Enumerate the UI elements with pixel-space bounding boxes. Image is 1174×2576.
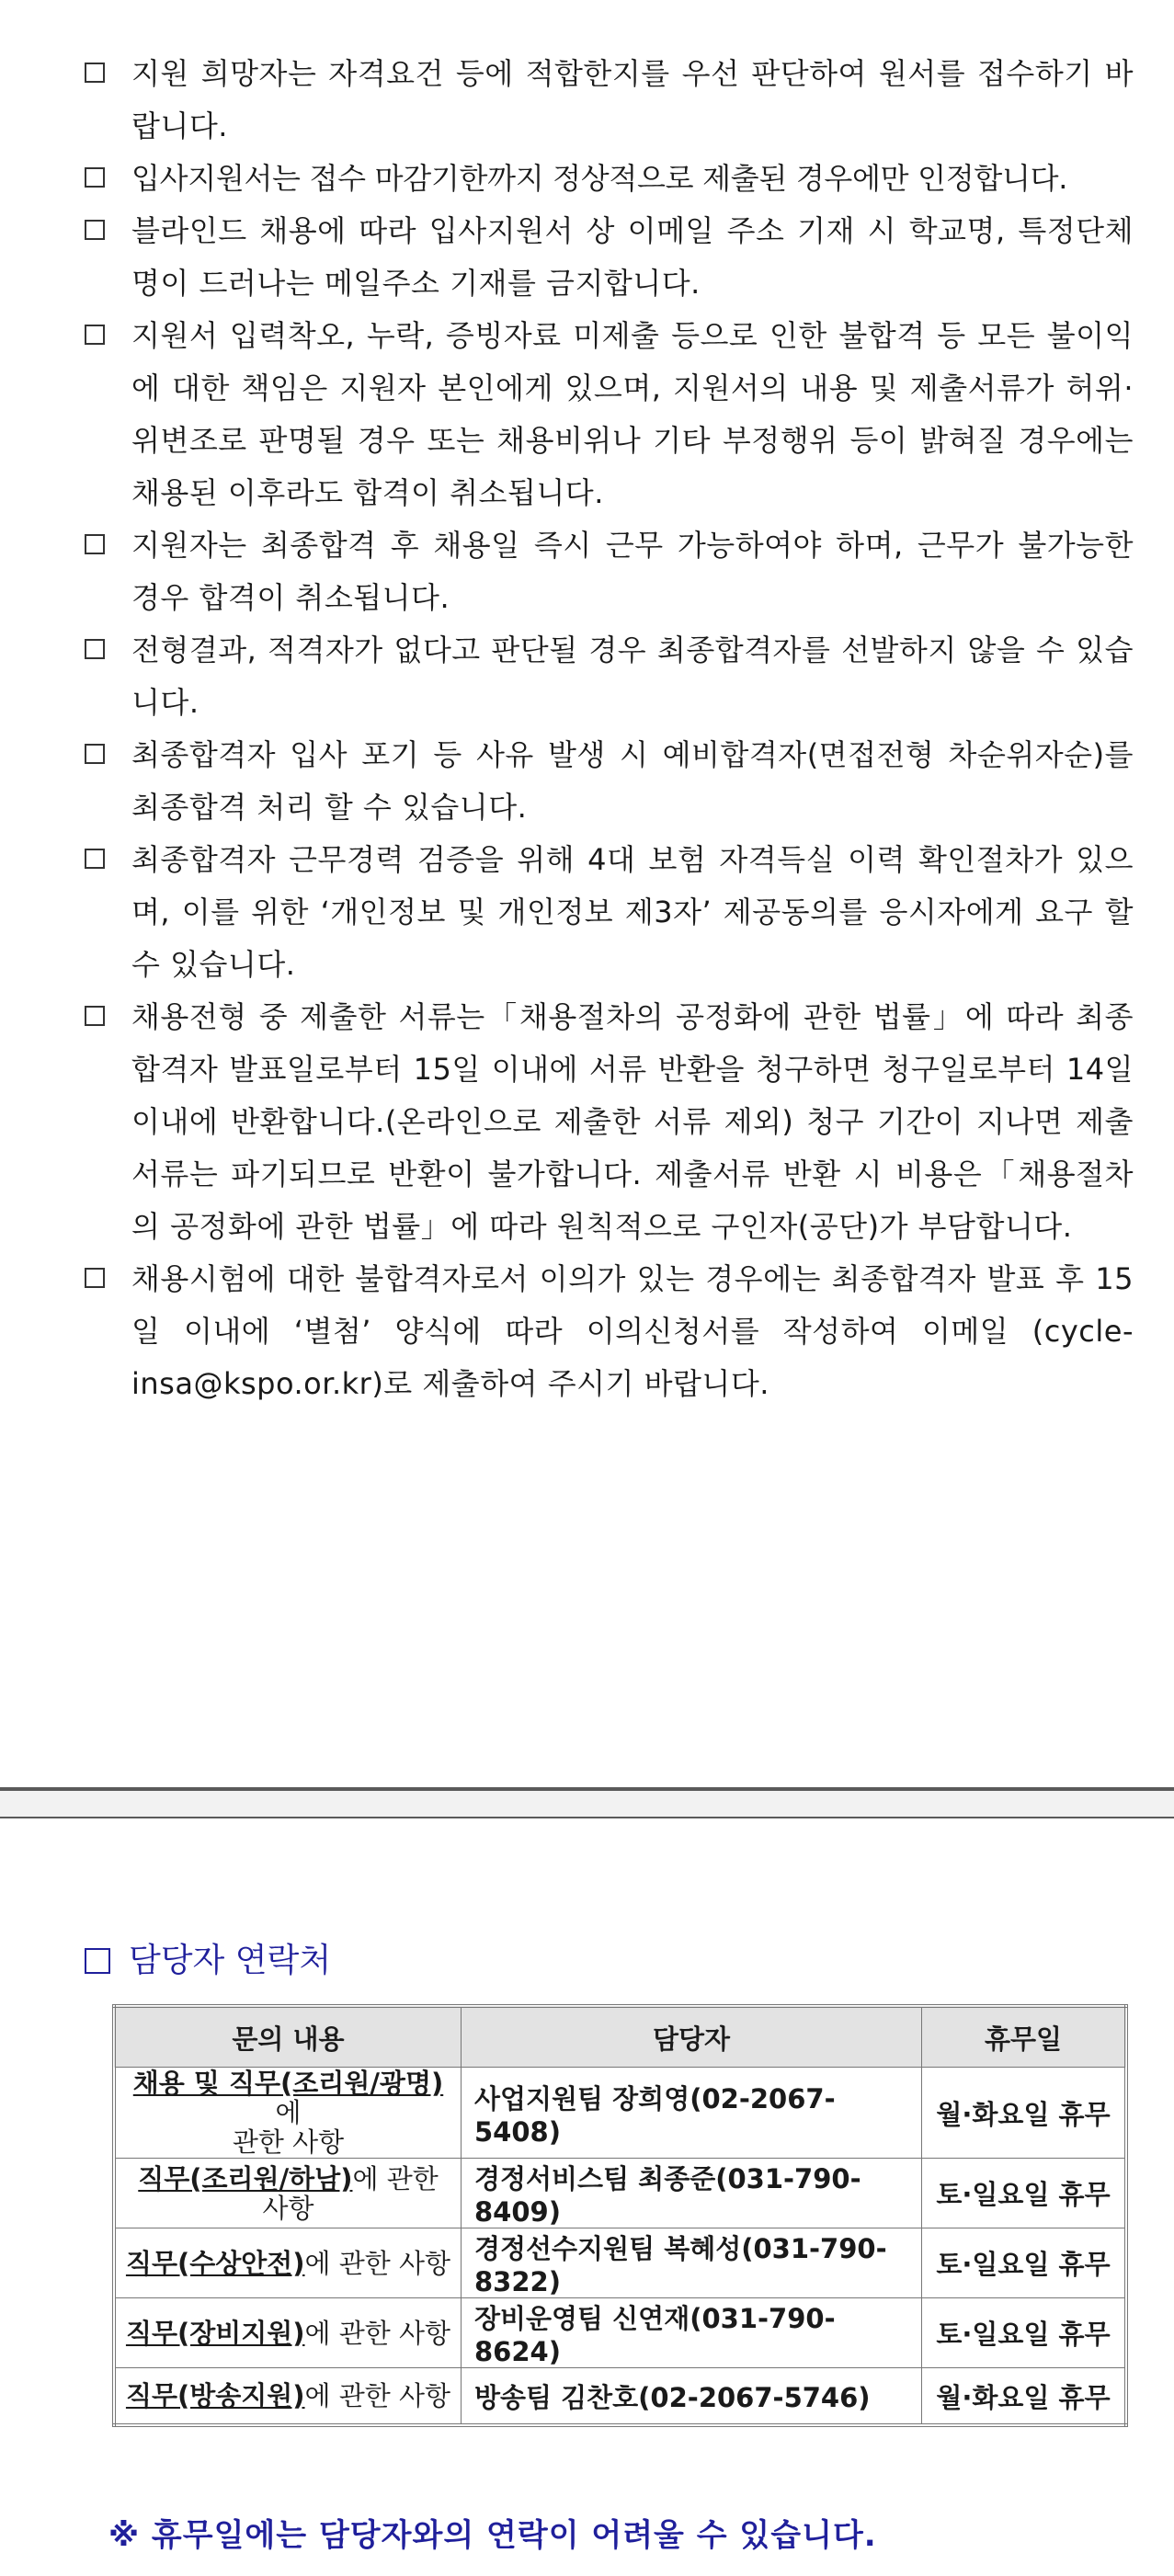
notice-item [81, 153, 1134, 205]
manager-cell: 사업지원팀 장희영(02-2067-5408) [462, 2068, 922, 2159]
checkbox-icon [85, 1948, 110, 1974]
checkbox-icon [85, 63, 105, 83]
table-row [114, 2298, 1126, 2368]
dayoff-cell: 토·일요일 휴무 [922, 2298, 1127, 2368]
notice-text: 채용전형 중 제출한 서류는「채용절차의 공정화에 관한 법률」에 따라 최종합격자 발표일로부터 15일 이내에 서류 반환을 청구하면 청구일로부터 14일 이내에 반환합니다.(온라인으로 제출한 서류 제외) 청구 기간이 지나면 제출서류는 파기되므로 반환이 불가합니다. 제출서류 반환 시 비용은「채용절차의 공정화에 관한 법률」에 따라 원칙적으로 구인자(공단)가 부담합니다. [131, 999, 1134, 1244]
column-header-manager: 담당자 [462, 2006, 922, 2068]
inquiry-suffix: 에 [275, 2097, 302, 2128]
inquiry-topic: 직무(장비지원) [125, 2317, 305, 2349]
contact-table [112, 2004, 1128, 2427]
notice-text: 전형결과, 적격자가 없다고 판단될 경우 최종합격자를 선발하지 않을 수 있습니다. [131, 633, 1134, 720]
table-row [114, 2368, 1126, 2426]
notice-text: 채용시험에 대한 불합격자로서 이의가 있는 경우에는 최종합격자 발표 후 15일 이내에 ‘별첨’ 양식에 따라 이의신청서를 작성하여 이메일 (cycle-insa@kspo.or.kr)로 제출하여 주시기 바랍니다. [131, 1261, 1134, 1401]
page-divider [0, 1787, 1174, 1818]
inquiry-cell [114, 2368, 462, 2426]
checkbox-icon [85, 220, 105, 240]
column-header-inquiry: 문의 내용 [114, 2006, 462, 2068]
table-row [114, 2068, 1126, 2159]
inquiry-suffix: 에 관한 사항 [304, 2247, 451, 2279]
notice-item [81, 991, 1134, 1253]
inquiry-cell [114, 2228, 462, 2298]
dayoff-cell: 토·일요일 휴무 [922, 2159, 1127, 2228]
notice-text: 지원 희망자는 자격요건 등에 적합한지를 우선 판단하여 원서를 접수하기 바랍니다. [131, 56, 1134, 143]
contact-title-text: 담당자 연락처 [129, 1942, 332, 1979]
notice-text: 최종합격자 근무경력 검증을 위해 4대 보험 자격득실 이력 확인절차가 있으며, 이를 위한 ‘개인정보 및 개인정보 제3자’ 제공동의를 응시자에게 요구 할 수 있습니다. [131, 842, 1134, 982]
checkbox-icon [85, 639, 105, 659]
dayoff-cell: 월·화요일 휴무 [922, 2368, 1127, 2426]
dayoff-cell: 월·화요일 휴무 [922, 2068, 1127, 2159]
notice-text: 지원서 입력착오, 누락, 증빙자료 미제출 등으로 인한 불합격 등 모든 불이익에 대한 책임은 지원자 본인에게 있으며, 지원서의 내용 및 제출서류가 허위·위변조로 판명될 경우 또는 채용비위나 기타 부정행위 등이 밝혀질 경우에는 채용된 이후라도 합격이 취소됩니다. [131, 318, 1134, 510]
notice-text: 최종합격자 입사 포기 등 사유 발생 시 예비합격자(면접전형 차순위자순)를 최종합격 처리 할 수 있습니다. [131, 737, 1134, 825]
manager-cell: 경정서비스팀 최종준(031-790-8409) [462, 2159, 922, 2228]
checkbox-icon [85, 534, 105, 554]
inquiry-cell [114, 2068, 462, 2159]
inquiry-suffix: 에 관한 사항 [304, 2380, 451, 2411]
checkbox-icon [85, 849, 105, 869]
inquiry-topic: 채용 및 직무(조리원/광명) [132, 2068, 444, 2099]
dayoff-cell: 토·일요일 휴무 [922, 2228, 1127, 2298]
notice-item [81, 834, 1134, 991]
notice-item [81, 1253, 1134, 1410]
notice-item [81, 205, 1134, 310]
inquiry-cell [114, 2159, 462, 2228]
manager-cell: 장비운영팀 신연재(031-790-8624) [462, 2298, 922, 2368]
notice-item [81, 519, 1134, 624]
notice-text: 입사지원서는 접수 마감기한까지 정상적으로 제출된 경우에만 인정합니다. [131, 161, 1068, 196]
notice-text: 지원자는 최종합격 후 채용일 즉시 근무 가능하여야 하며, 근무가 불가능한 경우 합격이 취소됩니다. [131, 528, 1134, 615]
inquiry-suffix: 에 관한 사항 [304, 2317, 451, 2349]
column-header-dayoff: 휴무일 [922, 2006, 1127, 2068]
checkbox-icon [85, 1268, 105, 1288]
inquiry-topic: 직무(방송지원) [125, 2380, 305, 2411]
manager-cell: 경정선수지원팀 복혜성(031-790-8322) [462, 2228, 922, 2298]
notice-item [81, 310, 1134, 519]
table-row [114, 2159, 1126, 2228]
table-row [114, 2228, 1126, 2298]
contact-section-title [85, 1934, 331, 1981]
closing-notice: ※ 휴무일에는 담당자와의 연락이 어려울 수 있습니다. [108, 2517, 877, 2554]
notice-text: 블라인드 채용에 따라 입사지원서 상 이메일 주소 기재 시 학교명, 특정단체명이 드러나는 메일주소 기재를 금지합니다. [131, 213, 1134, 301]
checkbox-icon [85, 744, 105, 764]
notice-item [81, 624, 1134, 729]
notice-item [81, 729, 1134, 834]
checkbox-icon [85, 325, 105, 345]
notice-item [81, 48, 1134, 153]
manager-cell: 방송팀 김찬호(02-2067-5746) [462, 2368, 922, 2426]
checkbox-icon [85, 167, 105, 188]
notice-list [81, 48, 1134, 1410]
inquiry-cell [114, 2298, 462, 2368]
inquiry-suffix: 에 관한 사항 [262, 2162, 439, 2224]
inquiry-topic: 직무(수상안전) [125, 2247, 305, 2279]
inquiry-suffix: 관한 사항 [232, 2126, 345, 2158]
table-header-row [114, 2006, 1126, 2068]
checkbox-icon [85, 1006, 105, 1026]
inquiry-topic: 직무(조리원/하남) [138, 2162, 353, 2194]
